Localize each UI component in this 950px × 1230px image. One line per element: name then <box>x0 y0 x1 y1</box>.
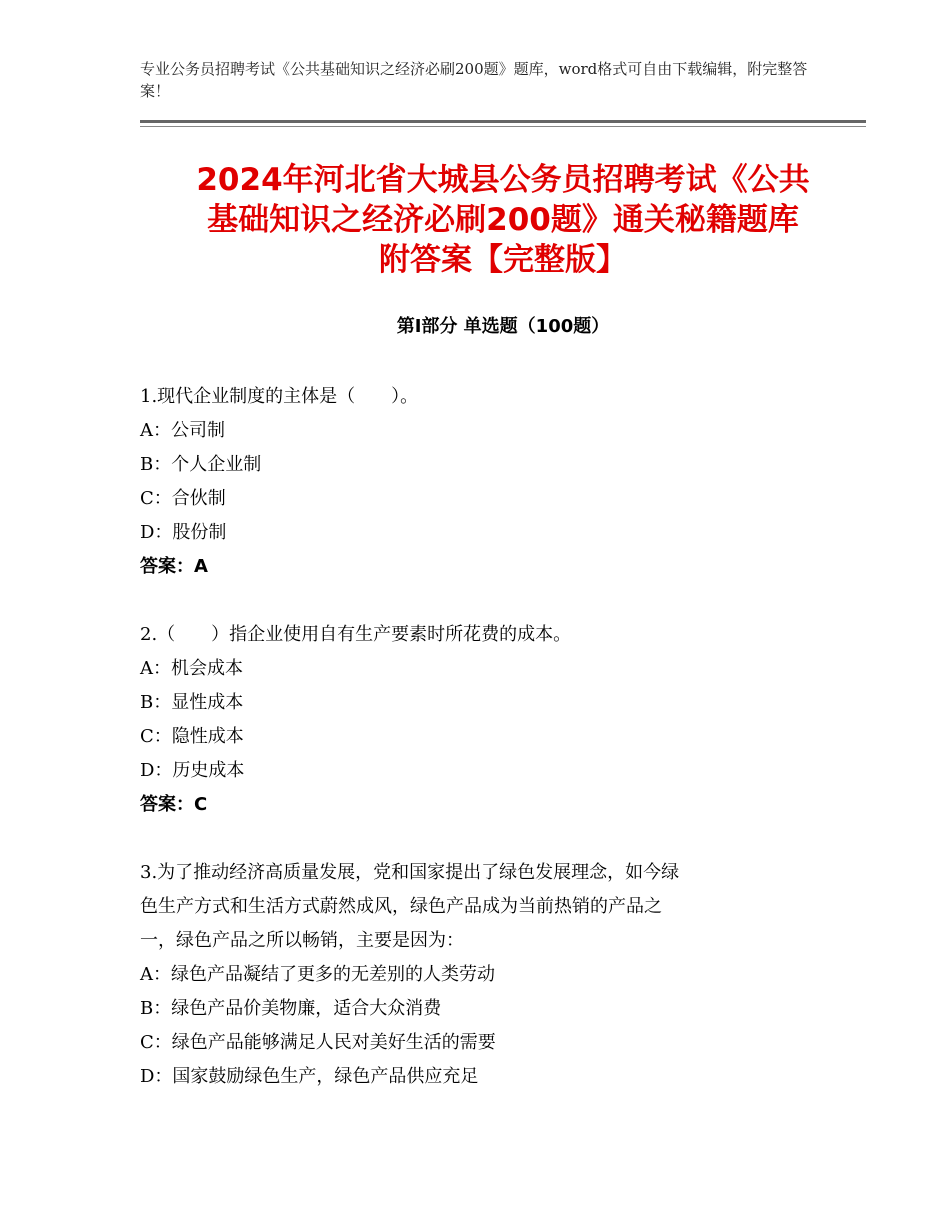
header-divider-thick <box>140 120 866 123</box>
option-a: A：公司制 <box>140 420 225 441</box>
option-d: D：历史成本 <box>140 760 245 781</box>
question-stem-line-2: 色生产方式和生活方式蔚然成风，绿色产品成为当前热销的产品之 <box>140 896 662 917</box>
document-title-line-3: 附答案【完整版】 <box>379 242 627 278</box>
header-note: 专业公务员招聘考试《公共基础知识之经济必刷200题》题库，word格式可自由下载编辑，附完整答案！ <box>140 60 808 100</box>
question-3 <box>140 856 820 1094</box>
option-a: A：机会成本 <box>140 658 243 679</box>
option-c: C：合伙制 <box>140 488 226 509</box>
option-c: C：绿色产品能够满足人民对美好生活的需要 <box>140 1032 496 1053</box>
question-stem: 2.（ ）指企业使用自有生产要素时所花费的成本。 <box>140 624 572 645</box>
section-heading: 第Ⅰ部分 单选题（100题） <box>396 316 610 337</box>
option-b: B：显性成本 <box>140 692 244 713</box>
option-d: D：股份制 <box>140 522 227 543</box>
option-c: C：隐性成本 <box>140 726 244 747</box>
question-stem: 1.现代企业制度的主体是（ ）。 <box>140 386 419 407</box>
option-b: B：绿色产品价美物廉，适合大众消费 <box>140 998 442 1019</box>
option-d: D：国家鼓励绿色生产，绿色产品供应充足 <box>140 1066 479 1087</box>
question-2 <box>140 618 820 822</box>
question-stem-line-3: 一，绿色产品之所以畅销，主要是因为： <box>140 930 464 951</box>
document-title-line-2: 基础知识之经济必刷200题》通关秘籍题库 <box>207 202 799 238</box>
answer-line: 答案：C <box>140 794 208 815</box>
option-b: B：个人企业制 <box>140 454 262 475</box>
answer-line: 答案：A <box>140 556 208 577</box>
question-1 <box>140 380 820 584</box>
document-title-line-1: 2024年河北省大城县公务员招聘考试《公共 <box>196 162 810 198</box>
option-a: A：绿色产品凝结了更多的无差别的人类劳动 <box>140 964 495 985</box>
header-divider-thin <box>140 126 866 127</box>
document-title <box>140 160 866 280</box>
question-stem-line-1: 3.为了推动经济高质量发展，党和国家提出了绿色发展理念，如今绿 <box>140 862 680 883</box>
